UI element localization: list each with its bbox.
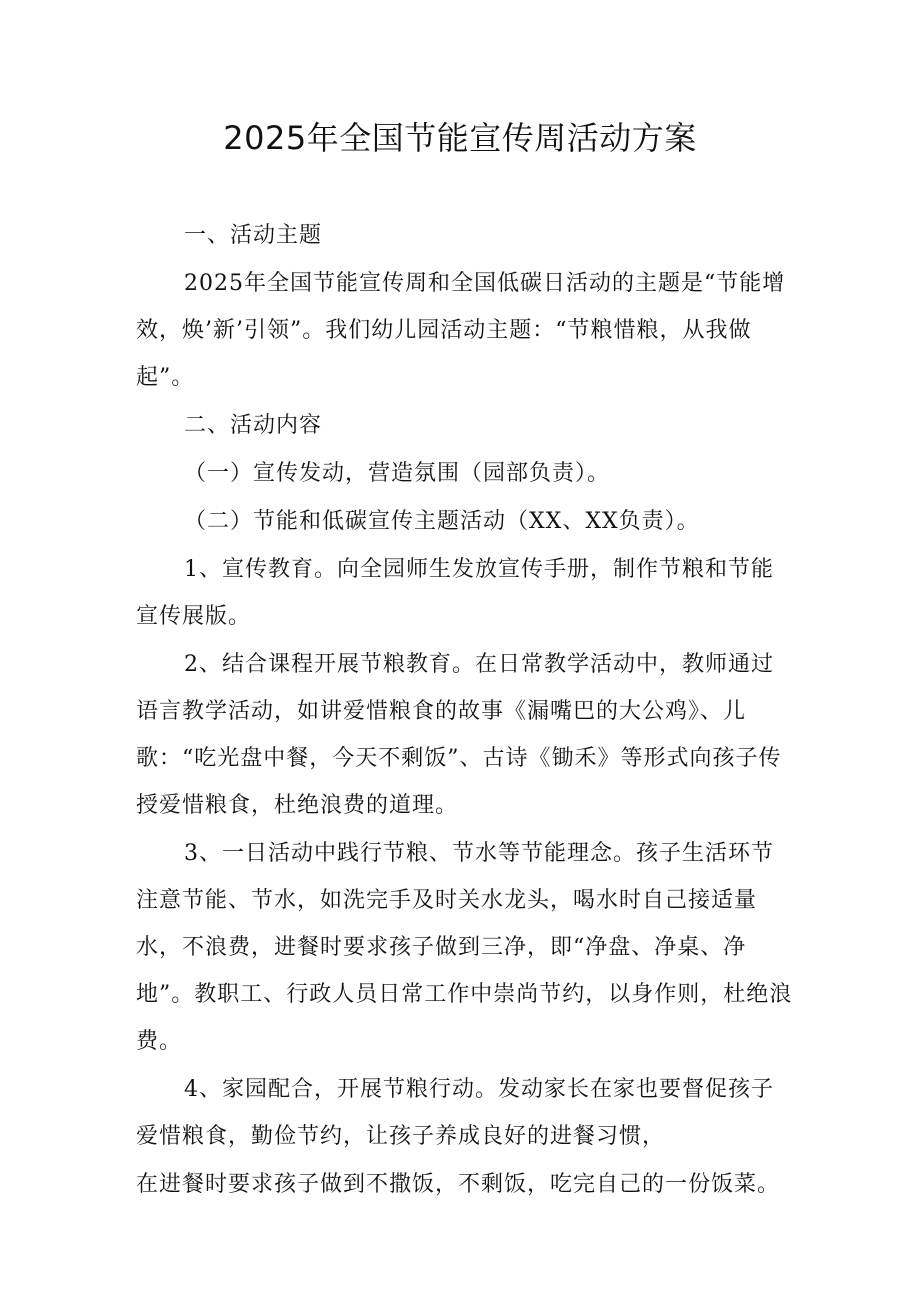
subsection-1: （一）宣传发动，营造氛围（园部负责）。	[184, 461, 611, 486]
document-title: 2025年全国节能宣传周活动方案	[223, 119, 697, 157]
section-heading-content: 二、活动内容	[184, 413, 323, 438]
item-3-paragraph: 3、一日活动中践行节粮、节水等节能理念。孩子生活环节注意节能、节水，如洗完手及时关水龙头，喝水时自己接适量水，不浪费，进餐时要求孩子做到三净，即“净盘、净桌、净地”。教职工、行政人员日常工作中崇尚节约，以身作则，杜绝浪费。	[136, 841, 793, 1054]
theme-paragraph: 2025年全国节能宣传周和全国低碳日活动的主题是“节能增效，焕’新’引领”。我们幼儿园活动主题：“节粮惜粮，从我做起”。	[136, 271, 786, 390]
item-2-paragraph: 2、结合课程开展节粮教育。在日常教学活动中，教师通过语言教学活动，如讲爱惜粮食的故事《漏嘴巴的大公鸡》、儿歌：“吃光盘中餐，今天不剩饭”、古诗《锄禾》等形式向孩子传授爱惜粮食，杜绝浪费的道理。	[136, 652, 782, 818]
item-4-paragraph: 4、家园配合，开展节粮行动。发动家长在家也要督促孩子爱惜粮食，勤俭节约，让孩子养成良好的进餐习惯，	[136, 1077, 774, 1149]
subsection-2: （二）节能和低碳宣传主题活动（XX、XX负责）。	[184, 509, 700, 534]
document-body	[136, 212, 796, 1208]
section-heading-theme: 一、活动主题	[184, 223, 323, 248]
item-4-continuation: 在进餐时要求孩子做到不撒饭，不剩饭，吃完自己的一份饭菜。	[136, 1172, 781, 1197]
item-1-paragraph: 1、宣传教育。向全园师生发放宣传手册，制作节粮和节能宣传展版。	[136, 557, 774, 629]
